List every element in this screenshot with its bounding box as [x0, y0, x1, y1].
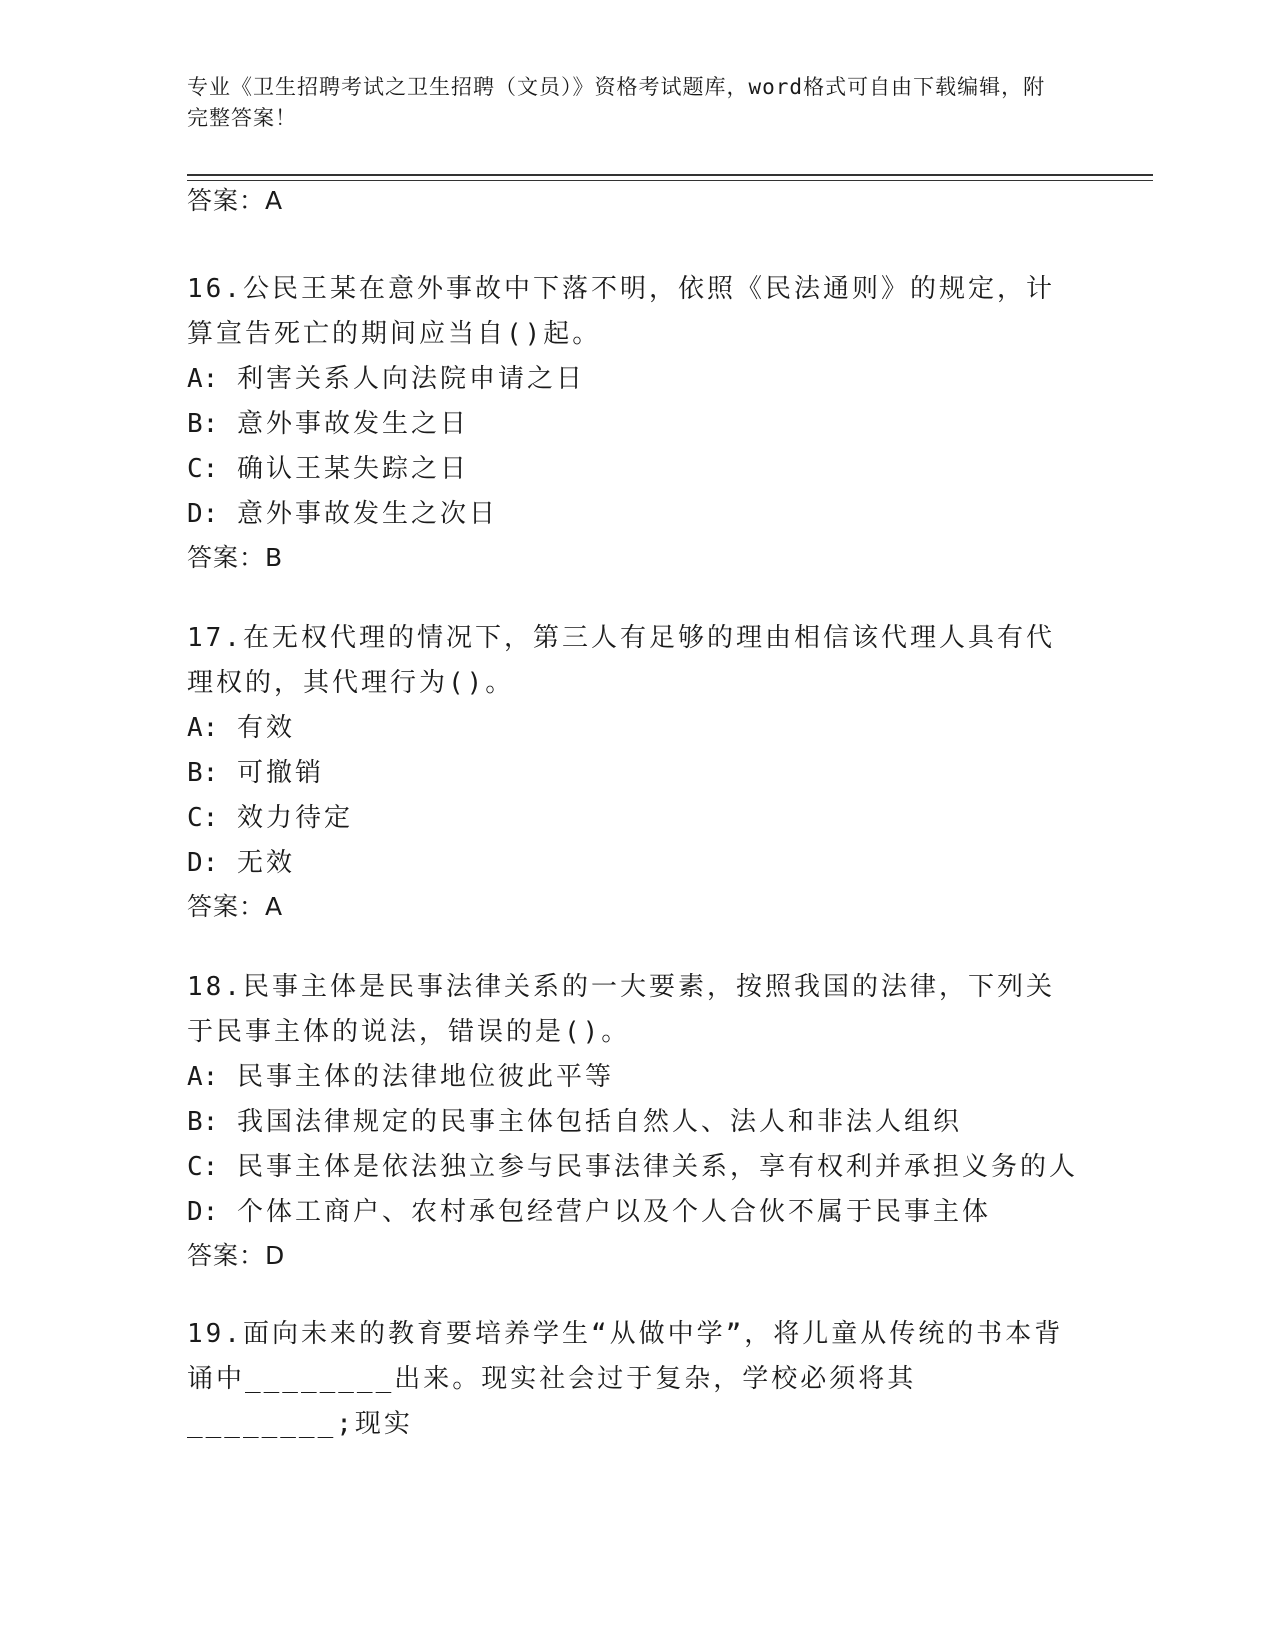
- option-d: D: 意外事故发生之次日: [187, 499, 498, 529]
- option-c: C: 民事主体是依法独立参与民事法律关系，享有权利并承担义务的人: [187, 1152, 1078, 1182]
- answer-label: 答案：A: [187, 892, 284, 921]
- answer-label: 答案：B: [187, 543, 284, 572]
- option-d: D: 个体工商户、农村承包经营户以及个人合伙不属于民事主体: [187, 1197, 991, 1227]
- question-stem: 17.在无权代理的情况下，第三人有足够的理由相信该代理人具有代理权的，其代理行为()。: [187, 623, 1055, 698]
- option-c: C: 效力待定: [187, 803, 353, 833]
- question-19: [187, 1312, 1067, 1447]
- header-rule-thick: [187, 174, 1153, 176]
- option-a: A: 利害关系人向法院申请之日: [187, 364, 585, 394]
- option-b: B: 我国法律规定的民事主体包括自然人、法人和非法人组织: [187, 1107, 962, 1137]
- top-answer-block: [187, 184, 1067, 218]
- question-17: [187, 616, 1067, 924]
- document-page: [187, 72, 1153, 1439]
- header-rule-thin: [187, 180, 1153, 181]
- question-stem: 16.公民王某在意外事故中下落不明，依照《民法通则》的规定，计算宣告死亡的期间应当自()起。: [187, 274, 1055, 349]
- question-18: [187, 965, 1078, 1273]
- question-stem: 18.民事主体是民事法律关系的一大要素，按照我国的法律，下列关于民事主体的说法，错误的是()。: [187, 972, 1055, 1047]
- answer-label: 答案：A: [187, 186, 284, 215]
- option-b: B: 可撤销: [187, 758, 324, 788]
- option-a: A: 有效: [187, 713, 295, 743]
- document-header: 专业《卫生招聘考试之卫生招聘（文员）》资格考试题库，word格式可自由下载编辑，附完整答案！: [187, 75, 1046, 130]
- answer-label: 答案：D: [187, 1241, 286, 1270]
- option-b: B: 意外事故发生之日: [187, 409, 469, 439]
- option-a: A: 民事主体的法律地位彼此平等: [187, 1062, 614, 1092]
- option-d: D: 无效: [187, 848, 295, 878]
- question-16: [187, 267, 1067, 575]
- question-stem: 19.面向未来的教育要培养学生“从做中学”，将儿童从传统的书本背诵中________出来。现实社会过于复杂，学校必须将其________;现实: [187, 1319, 1064, 1439]
- option-c: C: 确认王某失踪之日: [187, 454, 469, 484]
